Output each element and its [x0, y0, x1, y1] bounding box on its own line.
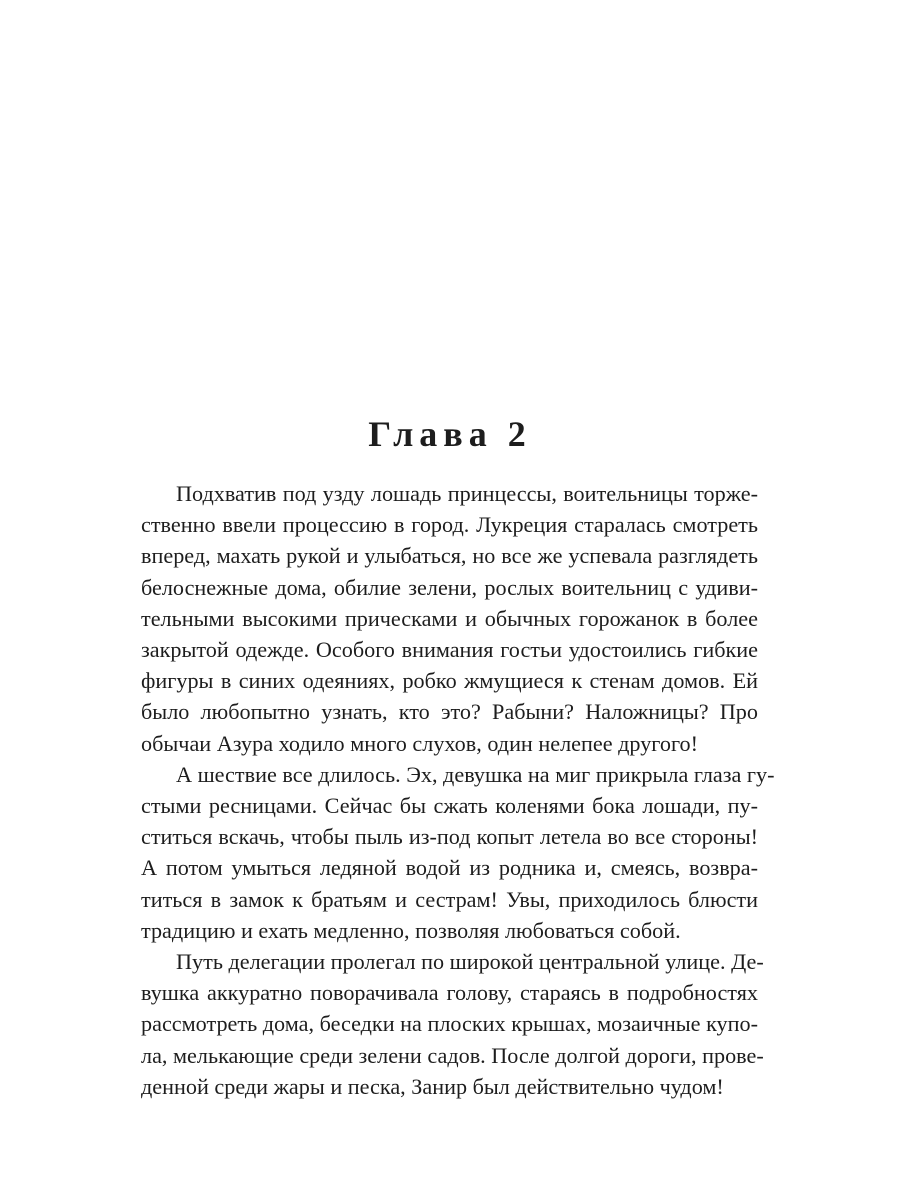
text-line: А шествие все длилось. Эх, девушка на миг прикрыла глаза гу-: [176, 761, 775, 787]
text-line: А потом умыться ледяной водой из родника и, смеясь, возвра-: [141, 855, 758, 881]
text-line: титься в замок к братьям и сестрам! Увы, приходилось блюсти: [141, 886, 758, 912]
paragraph-1: [141, 478, 758, 759]
text-line: закрытой одежде. Особого внимания гостьи удостоились гибкие: [141, 637, 758, 663]
text-line: фигуры в синих одеяниях, робко жмущиеся к стенам домов. Ей: [141, 668, 758, 694]
text-line: тельными высокими прическами и обычных горожанок в более: [141, 605, 758, 631]
text-line: обычаи Азура ходило много слухов, один нелепее другого!: [141, 730, 698, 756]
text-line: Подхватив под узду лошадь принцессы, воительницы торже-: [176, 481, 758, 506]
text-line: рассмотреть дома, беседки на плоских крышах, мозаичные купо-: [141, 1011, 758, 1037]
paragraph-3: [141, 946, 764, 1102]
chapter-title: Глава 2: [368, 414, 532, 454]
chapter-text: [141, 478, 775, 1102]
text-line: вушка аккуратно поворачивала голову, стараясь в подробностях: [141, 980, 758, 1006]
text-line: вперед, махать рукой и улыбаться, но все же успевала разглядеть: [141, 543, 758, 569]
text-line: белоснежные дома, обилие зелени, рослых воительниц с удиви-: [141, 574, 758, 600]
text-line: стыми ресницами. Сейчас бы сжать коленями бока лошади, пу-: [141, 793, 758, 819]
text-line: ла, мелькающие среди зелени садов. После долгой дороги, прове-: [141, 1042, 764, 1068]
text-line: традицию и ехать медленно, позволяя любоваться собой.: [141, 917, 681, 943]
text-line: ститься вскачь, чтобы пыль из-под копыт летела во все стороны!: [141, 824, 758, 850]
text-line: Путь делегации пролегал по широкой центральной улице. Де-: [176, 949, 764, 975]
text-line: было любопытно узнать, кто это? Рабыни? Наложницы? Про: [141, 699, 758, 725]
text-line: ственно ввели процессию в город. Лукреция старалась смотреть: [141, 512, 758, 538]
text-line: денной среди жары и песка, Занир был действительно чудом!: [141, 1073, 724, 1099]
paragraph-2: [141, 759, 775, 946]
